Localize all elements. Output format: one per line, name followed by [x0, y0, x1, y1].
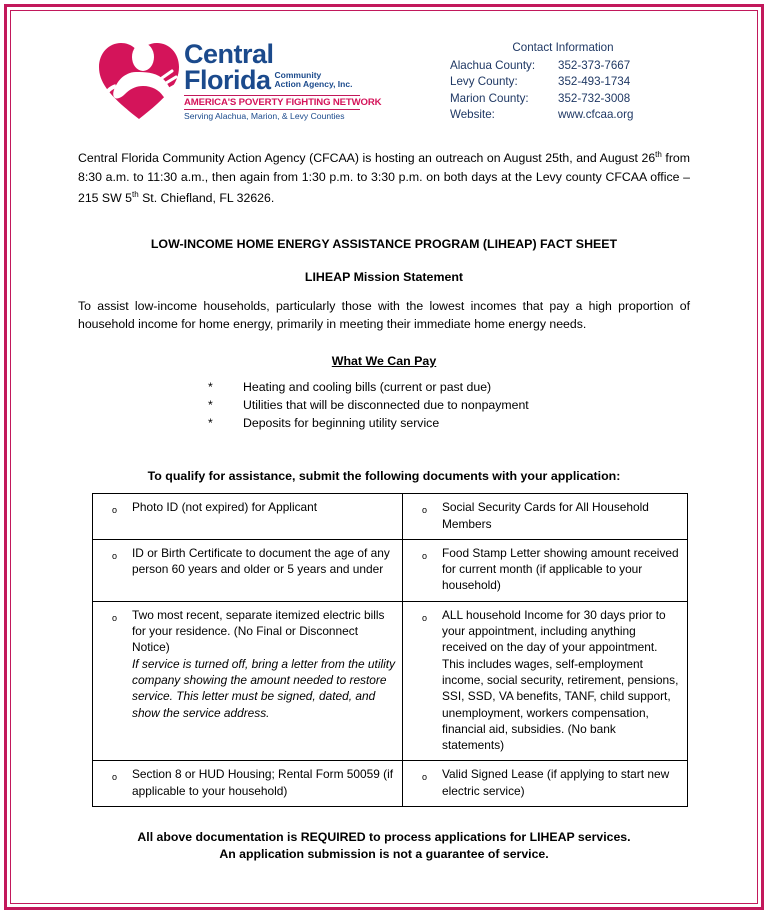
- circle-bullet-icon: o: [112, 550, 118, 561]
- logo-wordmark: [184, 40, 381, 121]
- logo-network-tagline: AMERICA'S POVERTY FIGHTING NETWORK: [184, 96, 382, 108]
- circle-bullet-icon: o: [422, 550, 428, 561]
- table-row: [93, 761, 688, 807]
- list-item: [208, 414, 690, 432]
- contact-information: [450, 38, 676, 124]
- circle-bullet-icon: o: [422, 772, 428, 783]
- cfcaa-logo: [96, 38, 396, 122]
- footer-line-2: An application submission is not a guarantee of service.: [219, 847, 549, 862]
- intro-sup1: th: [655, 150, 662, 159]
- document-requirement-text: Section 8 or HUD Housing; Rental Form 50059 (if applicable to your household): [132, 767, 394, 798]
- document-requirement-text: Photo ID (not expired) for Applicant: [132, 500, 318, 515]
- contact-label: Alachua County:: [450, 58, 536, 72]
- intro-part3: St. Chiefland, FL 32626.: [138, 191, 275, 206]
- logo-subtitle: [271, 71, 353, 93]
- document-requirement-text: Two most recent, separate itemized electric bills for your residence. (No Final or Disconnect Notice): [132, 607, 385, 655]
- page-title: LOW-INCOME HOME ENERGY ASSISTANCE PROGRAM (LIHEAP) FACT SHEET: [150, 236, 618, 251]
- circle-bullet-icon: o: [112, 772, 118, 783]
- logo-line-florida: Florida: [184, 64, 271, 95]
- contact-value: 352-493-1734: [558, 75, 631, 89]
- contact-value: 352-732-3008: [558, 91, 631, 105]
- contact-label: Marion County:: [450, 91, 529, 105]
- list-item-label: Heating and cooling bills (current or past due): [243, 379, 492, 394]
- document-header: [78, 0, 690, 128]
- logo-subtitle-line2: Action Agency, Inc.: [274, 79, 353, 89]
- mission-statement-body: To assist low-income households, particularly those with the lowest incomes that pay a high proportion of household income for home energy, primarily in meeting their immediate home energy needs.: [78, 298, 690, 332]
- asterisk-bullet-icon: *: [208, 416, 213, 431]
- list-item-label: Utilities that will be disconnected due to nonpayment: [243, 397, 529, 412]
- list-item: [208, 396, 690, 414]
- logo-subtitle-line1: Community: [274, 69, 322, 80]
- intro-part1: Central Florida Community Action Agency (CFCAA) is hosting an outreach on August 25th, and August 26: [78, 151, 656, 166]
- contact-row: [450, 91, 676, 108]
- document-requirement-text: ALL household Income for 30 days prior to your appointment, including anything received on the day of your appointment. This includes wages, self-employment income, social security, retirement, pensions, SSI, SSD, VA benefits, TANF, child support, unemployment, workers compensation, financial aid, subsidies. (No bank statements): [442, 607, 679, 753]
- mission-statement-heading: LIHEAP Mission Statement: [304, 269, 464, 284]
- qualify-heading: To qualify for assistance, submit the following documents with your application:: [147, 469, 621, 484]
- what-we-can-pay-list: [78, 378, 690, 433]
- table-cell-right: [403, 601, 688, 761]
- heart-hug-logo-icon: [96, 38, 182, 122]
- document-requirement-text: Food Stamp Letter showing amount received for current month (if applicable to your household): [442, 545, 679, 593]
- document-requirement-text: Valid Signed Lease (if applying to start new electric service): [442, 767, 670, 798]
- list-item: [208, 378, 690, 396]
- contact-row: [450, 107, 676, 124]
- table-row: [93, 601, 688, 761]
- logo-line-central: Central: [184, 38, 274, 69]
- table-cell-left: [93, 494, 403, 540]
- circle-bullet-icon: o: [422, 612, 428, 623]
- document-requirement-note: If service is turned off, bring a letter from the utility company showing the amount needed to restore service. This letter must be signed, dated, and show the service address.: [132, 656, 396, 720]
- intro-sup2: th: [132, 190, 139, 200]
- table-cell-right: [403, 761, 688, 807]
- intro-part2: from 8:30 a.m. to 11:30 a.m., then again from 1:30 p.m. to 3:30 p.m. on both days at the Levy county CFCAA office – 215 SW 5: [78, 151, 690, 206]
- circle-bullet-icon: o: [422, 505, 428, 516]
- footer-line-1: All above documentation is REQUIRED to process applications for LIHEAP services.: [137, 830, 631, 845]
- circle-bullet-icon: o: [112, 612, 118, 623]
- asterisk-bullet-icon: *: [208, 379, 213, 394]
- table-cell-left: [93, 761, 403, 807]
- logo-serving-tagline: Serving Alachua, Marion, & Levy Counties: [184, 110, 345, 121]
- outreach-announcement: [78, 146, 690, 208]
- table-cell-left: [93, 539, 403, 601]
- asterisk-bullet-icon: *: [208, 397, 213, 412]
- contact-row: [450, 74, 676, 91]
- table-cell-right: [403, 539, 688, 601]
- contact-value: 352-373-7667: [558, 58, 631, 72]
- footer-disclaimer: [78, 829, 690, 863]
- table-cell-left: [93, 601, 403, 761]
- required-documents-table: [92, 493, 688, 807]
- table-cell-right: [403, 494, 688, 540]
- website-link[interactable]: www.cfcaa.org: [558, 108, 634, 122]
- contact-row: [450, 58, 676, 75]
- logo-divider-bottom: [184, 109, 360, 110]
- list-item-label: Deposits for beginning utility service: [243, 416, 440, 431]
- logo-divider-top: [184, 95, 360, 96]
- contact-label: Website:: [450, 108, 495, 122]
- table-row: [93, 494, 688, 540]
- circle-bullet-icon: o: [112, 505, 118, 516]
- document-requirement-text: Social Security Cards for All Household Members: [442, 500, 649, 531]
- contact-label: Levy County:: [450, 75, 518, 89]
- document-requirement-text: ID or Birth Certificate to document the age of any person 60 years and older or 5 years and under: [132, 545, 390, 577]
- table-row: [93, 539, 688, 601]
- contact-title: Contact Information: [512, 41, 614, 54]
- what-we-can-pay-heading: What We Can Pay: [331, 353, 437, 368]
